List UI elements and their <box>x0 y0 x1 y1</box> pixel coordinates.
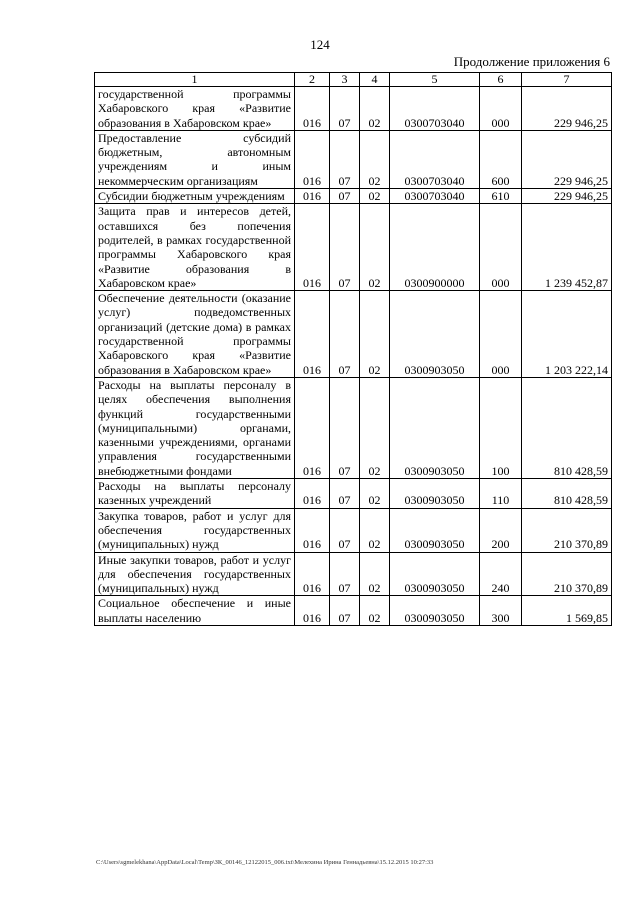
row-name: Социальное обеспечение и иные выплаты населению <box>95 596 295 626</box>
row-csr: 0300903050 <box>390 508 480 552</box>
row-csr: 0300903050 <box>390 479 480 509</box>
row-rz: 07 <box>330 204 360 291</box>
row-grbs: 016 <box>295 596 330 626</box>
row-pr: 02 <box>360 204 390 291</box>
row-name: Закупка товаров, работ и услуг для обеспечения государственных (муниципальных) нужд <box>95 508 295 552</box>
row-name: Расходы на выплаты персоналу казенных учреждений <box>95 479 295 509</box>
row-name: Субсидии бюджетным учреждениям <box>95 189 295 204</box>
row-vr: 600 <box>480 130 522 188</box>
row-pr: 02 <box>360 508 390 552</box>
row-rz: 07 <box>330 596 360 626</box>
table-row <box>95 291 612 378</box>
table-row <box>95 552 612 596</box>
header-col-2: 2 <box>295 73 330 87</box>
row-grbs: 016 <box>295 204 330 291</box>
row-grbs: 016 <box>295 508 330 552</box>
header-col-5: 5 <box>390 73 480 87</box>
row-rz: 07 <box>330 189 360 204</box>
header-col-7: 7 <box>522 73 612 87</box>
row-csr: 0300900000 <box>390 204 480 291</box>
header-col-3: 3 <box>330 73 360 87</box>
appendix-note: Продолжение приложения 6 <box>453 54 610 69</box>
row-vr: 000 <box>480 291 522 378</box>
table-row <box>95 87 612 131</box>
row-rz: 07 <box>330 552 360 596</box>
row-rz: 07 <box>330 377 360 478</box>
footer-file-path: C:\Users\sgmelekhana\AppData\Local\Temp\ЗК_00146_12122015_006.txt\Мелехина Ирина Геннадьевна\15.12.2015 10:27:33 <box>96 859 434 866</box>
row-pr: 02 <box>360 377 390 478</box>
row-pr: 02 <box>360 87 390 131</box>
row-grbs: 016 <box>295 189 330 204</box>
row-sum: 1 569,85 <box>522 596 612 626</box>
table-row <box>95 130 612 188</box>
row-sum: 210 370,89 <box>522 508 612 552</box>
row-rz: 07 <box>330 291 360 378</box>
row-name: Расходы на выплаты персоналу в целях обеспечения выполнения функций государственными (муниципальными) органами, казенными учреждениями, органами управления государственными внебюджетными фондами <box>95 377 295 478</box>
row-csr: 0300903050 <box>390 552 480 596</box>
row-name: Защита прав и интересов детей, оставшихся без попечения родителей, в рамках государственной программы Хабаровского края «Развитие образования в Хабаровском крае» <box>95 204 295 291</box>
row-pr: 02 <box>360 479 390 509</box>
budget-table <box>94 72 612 626</box>
row-sum: 229 946,25 <box>522 189 612 204</box>
row-vr: 000 <box>480 204 522 291</box>
row-vr: 240 <box>480 552 522 596</box>
row-csr: 0300703040 <box>390 87 480 131</box>
row-grbs: 016 <box>295 291 330 378</box>
row-sum: 229 946,25 <box>522 130 612 188</box>
row-name: государственной программы Хабаровского края «Развитие образования в Хабаровском крае» <box>95 87 295 131</box>
row-vr: 610 <box>480 189 522 204</box>
row-pr: 02 <box>360 596 390 626</box>
row-sum: 229 946,25 <box>522 87 612 131</box>
table-header-row <box>95 73 612 87</box>
row-vr: 000 <box>480 87 522 131</box>
row-pr: 02 <box>360 291 390 378</box>
row-vr: 300 <box>480 596 522 626</box>
row-grbs: 016 <box>295 130 330 188</box>
row-sum: 1 239 452,87 <box>522 204 612 291</box>
header-col-1: 1 <box>95 73 295 87</box>
row-sum: 210 370,89 <box>522 552 612 596</box>
row-csr: 0300903050 <box>390 596 480 626</box>
row-vr: 200 <box>480 508 522 552</box>
header-col-4: 4 <box>360 73 390 87</box>
row-csr: 0300703040 <box>390 130 480 188</box>
row-name: Обеспечение деятельности (оказание услуг) подведомственных организаций (детские дома) в рамках государственной программы Хабаровского края «Развитие образования в Хабаровском крае» <box>95 291 295 378</box>
table-row <box>95 508 612 552</box>
row-rz: 07 <box>330 130 360 188</box>
row-grbs: 016 <box>295 377 330 478</box>
table-row <box>95 596 612 626</box>
row-pr: 02 <box>360 552 390 596</box>
row-grbs: 016 <box>295 552 330 596</box>
row-rz: 07 <box>330 508 360 552</box>
row-pr: 02 <box>360 189 390 204</box>
row-name: Предоставление субсидий бюджетным, автономным учреждениям и иным некоммерческим организациям <box>95 130 295 188</box>
row-rz: 07 <box>330 87 360 131</box>
row-sum: 810 428,59 <box>522 377 612 478</box>
table-row <box>95 479 612 509</box>
row-sum: 1 203 222,14 <box>522 291 612 378</box>
table-row <box>95 189 612 204</box>
page-number: 124 <box>310 37 330 52</box>
row-sum: 810 428,59 <box>522 479 612 509</box>
table-row <box>95 204 612 291</box>
row-csr: 0300903050 <box>390 377 480 478</box>
row-rz: 07 <box>330 479 360 509</box>
header-col-6: 6 <box>480 73 522 87</box>
row-grbs: 016 <box>295 87 330 131</box>
row-pr: 02 <box>360 130 390 188</box>
row-vr: 110 <box>480 479 522 509</box>
row-name: Иные закупки товаров, работ и услуг для обеспечения государственных (муниципальных) нужд <box>95 552 295 596</box>
table-row <box>95 377 612 478</box>
row-csr: 0300703040 <box>390 189 480 204</box>
row-vr: 100 <box>480 377 522 478</box>
row-csr: 0300903050 <box>390 291 480 378</box>
row-grbs: 016 <box>295 479 330 509</box>
